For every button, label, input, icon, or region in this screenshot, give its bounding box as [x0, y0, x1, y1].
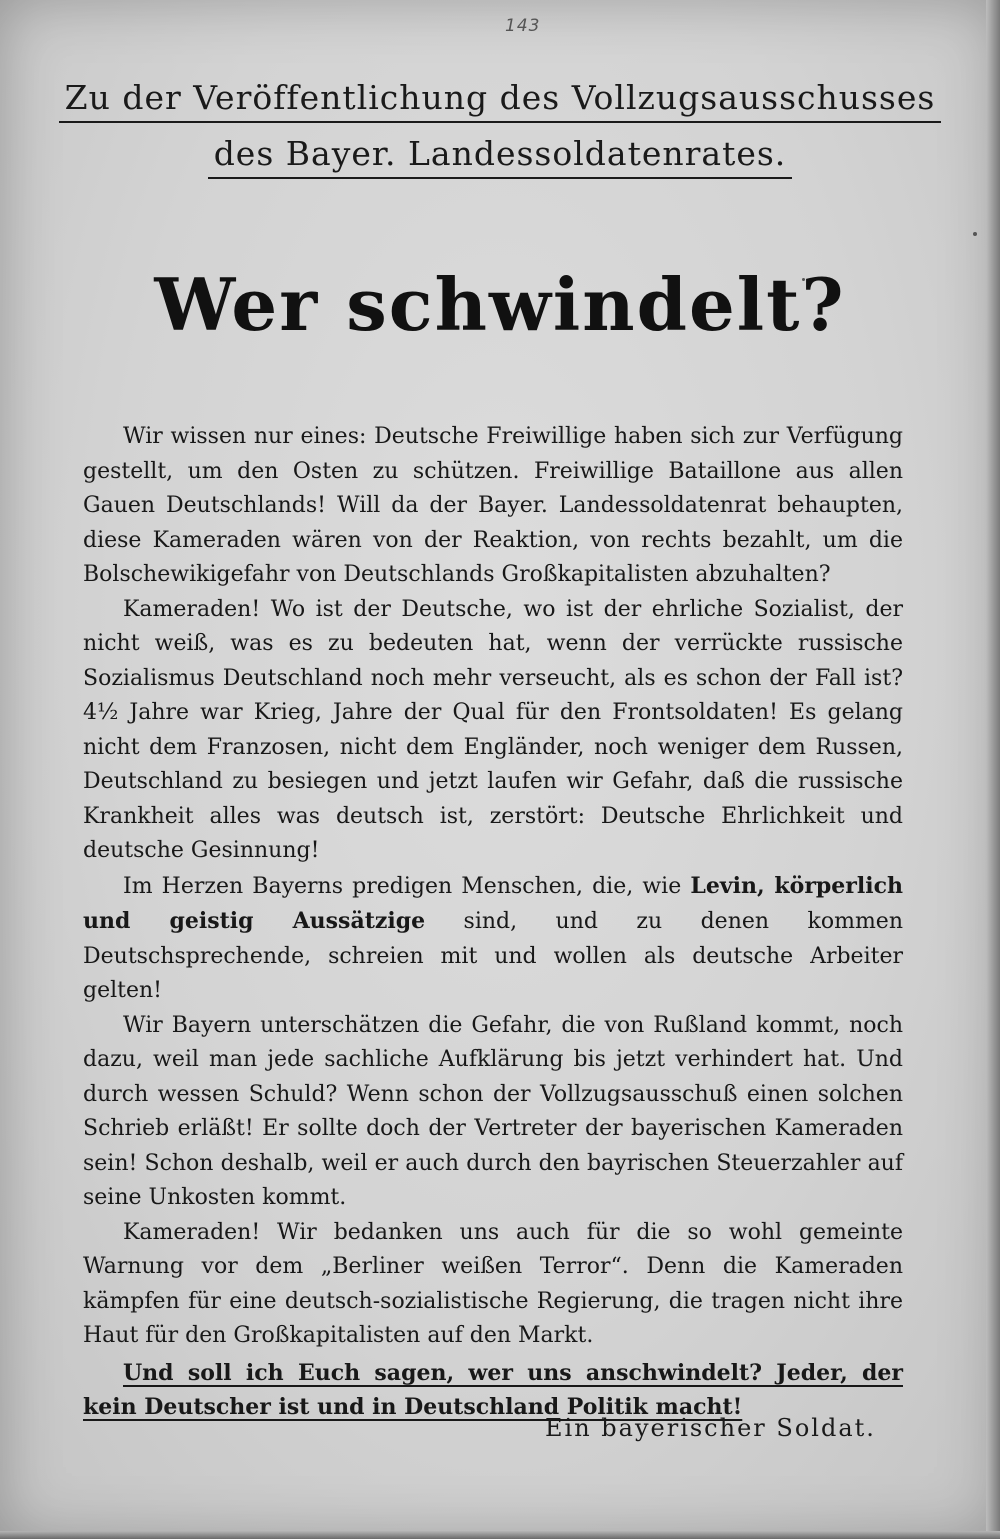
closing-statement: Und soll ich Euch sagen, wer uns anschwindelt? Jeder, der kein Deutscher ist und in Deutschland Politik macht!: [83, 1359, 903, 1420]
page-edge-bottom: [0, 1531, 1000, 1539]
header-line-1-text: Zu der Veröffentlichung des Vollzugsausschusses: [59, 78, 942, 123]
paragraph-1: Wir wissen nur eines: Deutsche Freiwillige haben sich zur Verfügung gestellt, um den Osten zu schützen. Freiwillige Bataillone aus allen Gauen Deutschlands! Will da der Bayer. Landessoldatenrat behaupten, diese Kameraden wären von der Reaktion, von rechts bezahlt, um die Bolschewikigefahr von Deutschlands Großkapitalisten abzuhalten?: [83, 424, 903, 587]
paragraph-3-end: sind, und zu denen kommen Deutschsprechende, schreien mit und wollen als deutsche Arbeiter gelten!: [83, 909, 903, 1003]
page-edge-right: [986, 0, 1000, 1539]
paragraph-3-start: Im Herzen Bayerns predigen Menschen, die, wie: [123, 873, 691, 899]
paragraph-3: [83, 869, 903, 1009]
signature: Ein bayerischer Soldat.: [545, 1414, 876, 1442]
paragraph-5: Kameraden! Wir bedanken uns auch für die so wohl gemeinte Warnung vor dem „Berliner weißen Terror“. Denn die Kameraden kämpfen für eine deutsch-sozialistische Regierung, die tragen nicht ihre Haut für den Großkapitalisten auf den Markt.: [83, 1219, 903, 1348]
header-line-1: [0, 78, 1000, 123]
paragraph-4: Wir Bayern unterschätzen die Gefahr, die von Rußland kommt, noch dazu, weil man jede sachliche Aufklärung bis jetzt verhindert hat. Und durch wessen Schuld? Wenn schon der Vollzugsausschuß einen solchen Schrieb erläßt! Er sollte doch der Vertreter der bayerischen Kameraden sein! Schon deshalb, weil er auch durch den bayrischen Steuerzahler auf seine Unkosten kommt.: [83, 1012, 903, 1210]
header-line-2: [0, 134, 1000, 179]
body-text: [83, 420, 903, 1425]
page-number: 143: [505, 16, 541, 36]
header-line-2-text: des Bayer. Landessoldatenrates.: [208, 134, 793, 179]
paragraph-2: Kameraden! Wo ist der Deutsche, wo ist der ehrliche Sozialist, der nicht weiß, was es zu bedeuten hat, wenn der verrückte russische Sozialismus Deutschland noch mehr verseucht, als es schon der Fall ist? 4½ Jahre war Krieg, Jahre der Qual für den Frontsoldaten! Es gelang nicht dem Franzosen, nicht dem Engländer, noch weniger dem Russen, Deutschland zu besiegen und jetzt laufen wir Gefahr, daß die russische Krankheit alles was deutsch ist, zerstört: Deutsche Ehrlichkeit und deutsche Gesinnung!: [83, 596, 903, 863]
paragraph-3-emphasis: Levin, körperlich und geistig Aussätzige: [83, 872, 903, 934]
page-title: Wer schwindelt?: [154, 262, 846, 347]
paper-speck: [973, 232, 977, 236]
